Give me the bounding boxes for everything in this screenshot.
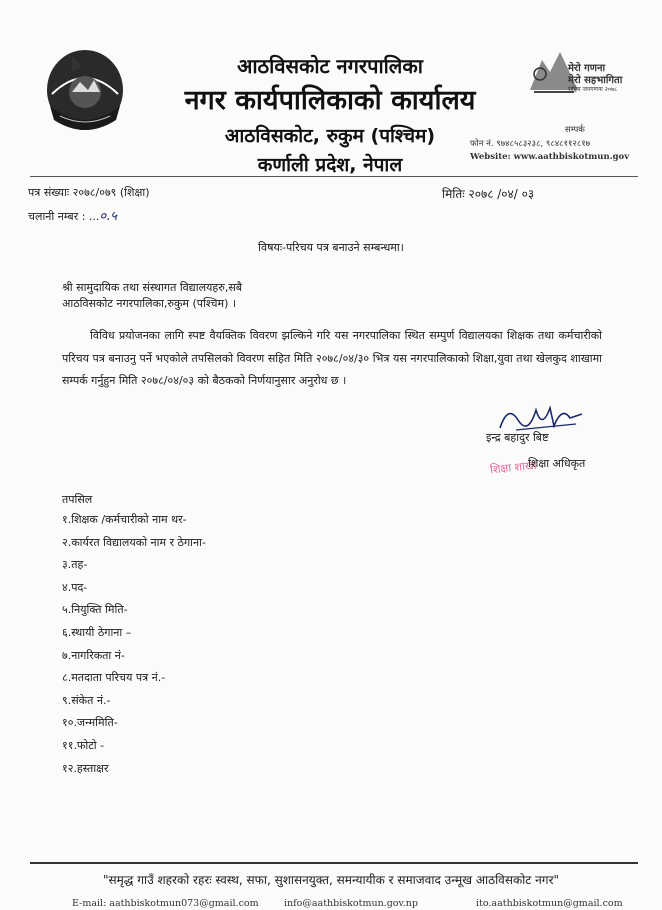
addressee-line2: आठविसकोट नगरपालिका,रुकुम (पश्चिम) । — [62, 297, 237, 310]
footer-email-2: info@aathbiskotmun.gov.np — [284, 898, 418, 909]
census-logo — [528, 40, 628, 98]
census-line2: मेरो सहभागिता — [568, 75, 623, 86]
list-item: ६.स्थायी ठेगाना – — [62, 625, 132, 639]
footer-slogan: "समृद्ध गाउँ शहरको रहरः स्वस्थ, सफा, सुशासनयुक्त, समन्यायीक र समाजवाद उन्मूख आठविसकोट नगर" — [103, 873, 559, 887]
addressee-line1: श्री सामुदायिक तथा संस्थागत विद्यालयहरु,सबै — [62, 281, 243, 294]
province-name: कर्णाली प्रदेश, नेपाल — [257, 154, 403, 176]
footer-email-1: E-mail: aathbiskotmun073@gmail.com — [72, 898, 259, 909]
list-item: ९.संकेत नं.- — [62, 693, 111, 707]
letter-body: विविध प्रयोजनका लागि स्पष्ट वैयक्तिक विवरण झल्किने गरि यस नगरपालिका स्थित सम्पुर्ण विद्यालयका शिक्षक तथा कर्मचारीको परिचय पत्र बनाउनु पर्ने भएकोले तपसिलको विवरण सहित मिति २०७८/०४/३० भित्र यस नगरपालिकाको शिक्षा,युवा तथा खेलकुद शाखामा सम्पर्क गर्नुहुन मिति २०७८/०४/०३ को बैठकको निर्णयानुसार अनुरोध छ । — [62, 329, 602, 387]
list-item: ५.नियुक्ति मिति- — [62, 603, 128, 617]
list-item: ७.नागरिकता नं- — [62, 648, 125, 662]
list-item: ४.पद- — [62, 580, 88, 594]
tapsil-heading: तपसिल — [62, 493, 93, 506]
letter-date: मितिः २०७८ /०४/ ०३ — [442, 187, 535, 201]
footer-divider — [30, 862, 638, 864]
contact-website: Website: www.aathbiskotmun.gov — [470, 152, 630, 162]
signatory-name: इन्द्र बहादुर बिष्ट — [486, 431, 549, 444]
list-item: ३.तह- — [62, 558, 88, 572]
office-title: नगर कार्यपालिकाको कार्यालय — [184, 85, 476, 116]
list-item: ८.मतदाता परिचय पत्र नं.- — [62, 671, 166, 685]
municipality-name: आठविसकोट नगरपालिका — [237, 54, 423, 78]
census-line3: राष्ट्रिय जनगणना २०७८ — [568, 86, 618, 93]
list-item: १०.जन्ममिति- — [62, 716, 118, 730]
office-location: आठविसकोट, रुकुम (पश्चिम) — [224, 125, 436, 147]
dispatch-number — [28, 206, 117, 224]
dispatch-value: ०.५ — [99, 209, 118, 224]
nepal-emblem-icon — [42, 42, 128, 134]
department-stamp: शिक्षा शाखा — [489, 458, 538, 477]
list-item: १२.हस्ताक्षर — [62, 761, 109, 775]
list-item: ११.फोटो - — [62, 738, 105, 752]
contact-label: सम्पर्क — [565, 125, 585, 135]
tapsil-list — [62, 509, 206, 780]
footer-email-3: ito.aathbiskotmun@gmail.com — [476, 898, 623, 909]
signatory-title: शिक्षा अधिकृत — [528, 457, 586, 470]
letter-subject: विषयः-परिचय पत्र बनाउने सम्बन्धमा। — [258, 241, 404, 254]
dispatch-label: चलानी नम्बर : ... — [28, 210, 100, 223]
header-divider — [30, 176, 638, 177]
census-line1: मेरो गणना — [568, 63, 606, 74]
list-item: १.शिक्षक /कर्मचारीको नाम थर- — [62, 513, 187, 526]
contact-phone: फोन नं. ९७४८५८३२३८, ९८४८११२८१७ — [470, 139, 591, 149]
list-item: २.कार्यरत विद्यालयको नाम र ठेगाना- — [62, 535, 206, 549]
reference-number: पत्र संख्याः २०७८/०७९ (शिक्षा) — [28, 186, 150, 199]
